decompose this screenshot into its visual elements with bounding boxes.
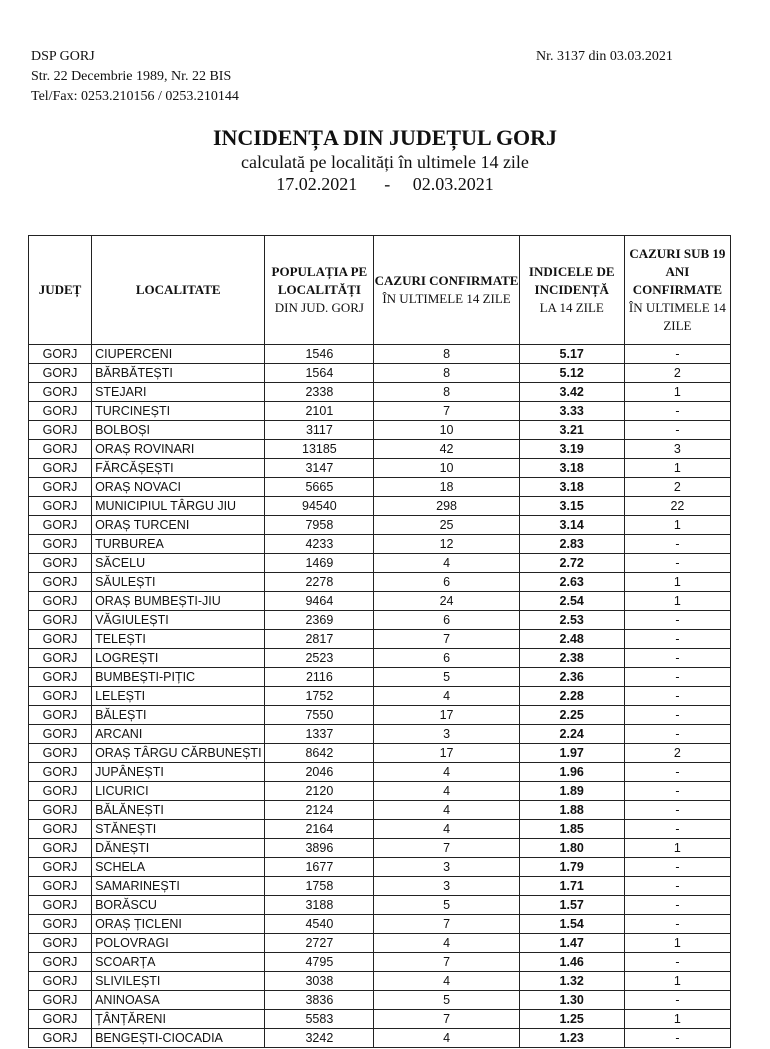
- table-row: [29, 364, 731, 383]
- cell-localitate: BENGEȘTI-CIOCADIA: [92, 1029, 265, 1048]
- cell-cazuri: 4: [374, 1029, 519, 1048]
- table-row: [29, 877, 731, 896]
- cell-populatie: 5583: [265, 1010, 374, 1029]
- table-row: [29, 820, 731, 839]
- cell-sub19: 3: [624, 440, 730, 459]
- table-row: [29, 478, 731, 497]
- cell-localitate: ORAȘ NOVACI: [92, 478, 265, 497]
- cell-populatie: 5665: [265, 478, 374, 497]
- table-row: [29, 915, 731, 934]
- header-cazuri-bold: CAZURI CONFIRMATE: [374, 273, 519, 288]
- table-row: [29, 345, 731, 364]
- header-sub19: [624, 236, 730, 345]
- cell-localitate: STEJARI: [92, 383, 265, 402]
- cell-incidenta: 1.89: [519, 782, 624, 801]
- cell-localitate: LELEȘTI: [92, 687, 265, 706]
- cell-localitate: BĂRBĂTEȘTI: [92, 364, 265, 383]
- cell-localitate: POLOVRAGI: [92, 934, 265, 953]
- header-cazuri-normal: ÎN ULTIMELE 14 ZILE: [382, 291, 511, 306]
- cell-cazuri: 25: [374, 516, 519, 535]
- table-row: [29, 535, 731, 554]
- cell-localitate: MUNICIPIUL TÂRGU JIU: [92, 497, 265, 516]
- cell-incidenta: 2.28: [519, 687, 624, 706]
- header-localitate: LOCALITATE: [92, 236, 265, 345]
- cell-localitate: BĂLĂNEȘTI: [92, 801, 265, 820]
- cell-incidenta: 2.83: [519, 535, 624, 554]
- table-row: [29, 497, 731, 516]
- cell-cazuri: 4: [374, 934, 519, 953]
- table-row: [29, 630, 731, 649]
- table-row: [29, 1010, 731, 1029]
- cell-incidenta: 5.12: [519, 364, 624, 383]
- cell-sub19: 1: [624, 592, 730, 611]
- cell-populatie: 4233: [265, 535, 374, 554]
- org-phone: Tel/Fax: 0253.210156 / 0253.210144: [31, 89, 239, 104]
- cell-localitate: ORAȘ ROVINARI: [92, 440, 265, 459]
- table-row: [29, 440, 731, 459]
- org-address: Str. 22 Decembrie 1989, Nr. 22 BIS: [31, 69, 232, 84]
- cell-incidenta: 1.25: [519, 1010, 624, 1029]
- cell-judet: GORJ: [29, 649, 92, 668]
- cell-judet: GORJ: [29, 383, 92, 402]
- cell-cazuri: 4: [374, 554, 519, 573]
- table-row: [29, 725, 731, 744]
- cell-incidenta: 1.23: [519, 1029, 624, 1048]
- cell-sub19: 1: [624, 839, 730, 858]
- cell-localitate: FĂRCĂȘEȘTI: [92, 459, 265, 478]
- cell-cazuri: 7: [374, 953, 519, 972]
- cell-incidenta: 1.57: [519, 896, 624, 915]
- table-row: [29, 953, 731, 972]
- cell-localitate: BUMBEȘTI-PIȚIC: [92, 668, 265, 687]
- cell-judet: GORJ: [29, 991, 92, 1010]
- cell-populatie: 3117: [265, 421, 374, 440]
- cell-localitate: ORAȘ TÂRGU CĂRBUNEȘTI: [92, 744, 265, 763]
- cell-populatie: 2278: [265, 573, 374, 592]
- cell-judet: GORJ: [29, 554, 92, 573]
- header-incidenta-normal: LA 14 ZILE: [539, 300, 604, 315]
- cell-localitate: TELEȘTI: [92, 630, 265, 649]
- cell-judet: GORJ: [29, 744, 92, 763]
- cell-localitate: BORĂSCU: [92, 896, 265, 915]
- cell-populatie: 1677: [265, 858, 374, 877]
- cell-sub19: -: [624, 915, 730, 934]
- cell-sub19: -: [624, 687, 730, 706]
- cell-sub19: 1: [624, 383, 730, 402]
- cell-populatie: 1564: [265, 364, 374, 383]
- cell-cazuri: 4: [374, 763, 519, 782]
- cell-judet: GORJ: [29, 440, 92, 459]
- cell-localitate: TURCINEȘTI: [92, 402, 265, 421]
- cell-judet: GORJ: [29, 402, 92, 421]
- cell-populatie: 2124: [265, 801, 374, 820]
- cell-populatie: 2523: [265, 649, 374, 668]
- table-row: [29, 1029, 731, 1048]
- cell-localitate: ORAȘ TURCENI: [92, 516, 265, 535]
- cell-incidenta: 3.19: [519, 440, 624, 459]
- cell-judet: GORJ: [29, 478, 92, 497]
- cell-cazuri: 3: [374, 725, 519, 744]
- cell-cazuri: 12: [374, 535, 519, 554]
- cell-judet: GORJ: [29, 668, 92, 687]
- cell-judet: GORJ: [29, 934, 92, 953]
- cell-localitate: ANINOASA: [92, 991, 265, 1010]
- cell-judet: GORJ: [29, 801, 92, 820]
- cell-localitate: ȚÂNȚĂRENI: [92, 1010, 265, 1029]
- cell-judet: GORJ: [29, 839, 92, 858]
- cell-incidenta: 3.42: [519, 383, 624, 402]
- table-row: [29, 972, 731, 991]
- table-row: [29, 611, 731, 630]
- cell-localitate: SĂCELU: [92, 554, 265, 573]
- cell-localitate: VĂGIULEȘTI: [92, 611, 265, 630]
- header-populatia-bold: POPULAȚIA PE LOCALITĂȚI: [271, 264, 368, 297]
- cell-localitate: BOLBOȘI: [92, 421, 265, 440]
- cell-cazuri: 298: [374, 497, 519, 516]
- cell-judet: GORJ: [29, 535, 92, 554]
- cell-sub19: 1: [624, 516, 730, 535]
- cell-cazuri: 10: [374, 459, 519, 478]
- cell-sub19: -: [624, 649, 730, 668]
- cell-cazuri: 7: [374, 402, 519, 421]
- org-name: DSP GORJ: [31, 49, 95, 64]
- cell-cazuri: 7: [374, 1010, 519, 1029]
- cell-judet: GORJ: [29, 687, 92, 706]
- cell-sub19: 1: [624, 972, 730, 991]
- cell-judet: GORJ: [29, 1010, 92, 1029]
- cell-judet: GORJ: [29, 763, 92, 782]
- cell-judet: GORJ: [29, 915, 92, 934]
- cell-cazuri: 42: [374, 440, 519, 459]
- document-number: Nr. 3137 din 03.03.2021: [536, 49, 673, 64]
- cell-localitate: JUPÂNEȘTI: [92, 763, 265, 782]
- cell-localitate: DĂNEȘTI: [92, 839, 265, 858]
- header-incidenta-bold: INDICELE DE INCIDENȚĂ: [528, 264, 615, 297]
- cell-incidenta: 1.30: [519, 991, 624, 1010]
- table-row: [29, 858, 731, 877]
- table-row: [29, 744, 731, 763]
- cell-cazuri: 5: [374, 668, 519, 687]
- cell-cazuri: 17: [374, 706, 519, 725]
- cell-populatie: 2046: [265, 763, 374, 782]
- table-row: [29, 896, 731, 915]
- cell-populatie: 2817: [265, 630, 374, 649]
- cell-incidenta: 5.17: [519, 345, 624, 364]
- cell-incidenta: 1.80: [519, 839, 624, 858]
- cell-incidenta: 1.46: [519, 953, 624, 972]
- cell-sub19: -: [624, 820, 730, 839]
- cell-sub19: 2: [624, 478, 730, 497]
- cell-cazuri: 17: [374, 744, 519, 763]
- cell-judet: GORJ: [29, 706, 92, 725]
- cell-incidenta: 2.72: [519, 554, 624, 573]
- cell-sub19: 2: [624, 744, 730, 763]
- table-row: [29, 554, 731, 573]
- cell-cazuri: 7: [374, 839, 519, 858]
- cell-incidenta: 1.79: [519, 858, 624, 877]
- table-row: [29, 763, 731, 782]
- cell-incidenta: 2.25: [519, 706, 624, 725]
- cell-populatie: 2338: [265, 383, 374, 402]
- table-row: [29, 782, 731, 801]
- cell-localitate: SĂULEȘTI: [92, 573, 265, 592]
- cell-populatie: 1752: [265, 687, 374, 706]
- cell-localitate: LOGREȘTI: [92, 649, 265, 668]
- cell-judet: GORJ: [29, 630, 92, 649]
- cell-cazuri: 4: [374, 820, 519, 839]
- cell-cazuri: 8: [374, 364, 519, 383]
- cell-cazuri: 8: [374, 383, 519, 402]
- cell-sub19: -: [624, 782, 730, 801]
- cell-judet: GORJ: [29, 611, 92, 630]
- cell-sub19: -: [624, 801, 730, 820]
- cell-incidenta: 1.88: [519, 801, 624, 820]
- cell-localitate: BĂLEȘTI: [92, 706, 265, 725]
- table-row: [29, 592, 731, 611]
- cell-judet: GORJ: [29, 896, 92, 915]
- cell-populatie: 3836: [265, 991, 374, 1010]
- cell-incidenta: 2.38: [519, 649, 624, 668]
- cell-populatie: 2369: [265, 611, 374, 630]
- cell-sub19: -: [624, 953, 730, 972]
- table-row: [29, 706, 731, 725]
- table-row: [29, 991, 731, 1010]
- cell-localitate: SCHELA: [92, 858, 265, 877]
- cell-incidenta: 3.18: [519, 478, 624, 497]
- cell-sub19: -: [624, 877, 730, 896]
- cell-populatie: 1546: [265, 345, 374, 364]
- cell-localitate: STĂNEȘTI: [92, 820, 265, 839]
- cell-sub19: -: [624, 535, 730, 554]
- cell-cazuri: 4: [374, 687, 519, 706]
- cell-sub19: -: [624, 668, 730, 687]
- table-row: [29, 801, 731, 820]
- cell-cazuri: 5: [374, 896, 519, 915]
- cell-judet: GORJ: [29, 1029, 92, 1048]
- cell-localitate: SCOARȚA: [92, 953, 265, 972]
- table-row: [29, 934, 731, 953]
- cell-cazuri: 4: [374, 972, 519, 991]
- cell-populatie: 7550: [265, 706, 374, 725]
- cell-populatie: 1469: [265, 554, 374, 573]
- cell-judet: GORJ: [29, 573, 92, 592]
- cell-cazuri: 18: [374, 478, 519, 497]
- table-row: [29, 687, 731, 706]
- cell-incidenta: 2.36: [519, 668, 624, 687]
- cell-populatie: 9464: [265, 592, 374, 611]
- cell-populatie: 1337: [265, 725, 374, 744]
- cell-populatie: 3188: [265, 896, 374, 915]
- cell-incidenta: 2.53: [519, 611, 624, 630]
- cell-cazuri: 5: [374, 991, 519, 1010]
- cell-cazuri: 8: [374, 345, 519, 364]
- cell-incidenta: 1.54: [519, 915, 624, 934]
- cell-sub19: -: [624, 421, 730, 440]
- cell-sub19: -: [624, 630, 730, 649]
- cell-cazuri: 24: [374, 592, 519, 611]
- cell-incidenta: 2.54: [519, 592, 624, 611]
- page-subtitle: calculată pe localități în ultimele 14 zile: [241, 152, 529, 172]
- cell-incidenta: 1.85: [519, 820, 624, 839]
- cell-cazuri: 7: [374, 915, 519, 934]
- cell-sub19: -: [624, 345, 730, 364]
- cell-judet: GORJ: [29, 725, 92, 744]
- cell-localitate: SLIVILEȘTI: [92, 972, 265, 991]
- cell-sub19: 1: [624, 459, 730, 478]
- cell-sub19: 1: [624, 934, 730, 953]
- header-sub19-normal: ÎN ULTIMELE 14 ZILE: [628, 300, 726, 333]
- cell-populatie: 13185: [265, 440, 374, 459]
- cell-localitate: ORAȘ BUMBEȘTI-JIU: [92, 592, 265, 611]
- cell-populatie: 3147: [265, 459, 374, 478]
- cell-incidenta: 3.15: [519, 497, 624, 516]
- cell-judet: GORJ: [29, 858, 92, 877]
- cell-populatie: 2116: [265, 668, 374, 687]
- header-populatia: [265, 236, 374, 345]
- cell-sub19: -: [624, 1029, 730, 1048]
- incidence-table: [28, 235, 731, 1048]
- cell-incidenta: 3.21: [519, 421, 624, 440]
- cell-cazuri: 6: [374, 573, 519, 592]
- cell-judet: GORJ: [29, 782, 92, 801]
- table-row: [29, 459, 731, 478]
- cell-populatie: 2120: [265, 782, 374, 801]
- cell-incidenta: 2.24: [519, 725, 624, 744]
- cell-cazuri: 3: [374, 877, 519, 896]
- cell-sub19: -: [624, 725, 730, 744]
- cell-incidenta: 1.32: [519, 972, 624, 991]
- table-header-row: [29, 236, 731, 345]
- cell-populatie: 4540: [265, 915, 374, 934]
- cell-judet: GORJ: [29, 972, 92, 991]
- page-title: INCIDENȚA DIN JUDEȚUL GORJ: [212, 125, 558, 150]
- cell-cazuri: 6: [374, 611, 519, 630]
- cell-incidenta: 1.97: [519, 744, 624, 763]
- header-judet: JUDEȚ: [29, 236, 92, 345]
- cell-localitate: CIUPERCENI: [92, 345, 265, 364]
- cell-incidenta: 3.18: [519, 459, 624, 478]
- header-cazuri: [374, 236, 519, 345]
- table-row: [29, 421, 731, 440]
- cell-judet: GORJ: [29, 516, 92, 535]
- cell-sub19: -: [624, 896, 730, 915]
- cell-judet: GORJ: [29, 820, 92, 839]
- cell-sub19: -: [624, 763, 730, 782]
- cell-populatie: 4795: [265, 953, 374, 972]
- cell-populatie: 94540: [265, 497, 374, 516]
- period-range: 17.02.2021 - 02.03.2021: [276, 174, 494, 194]
- cell-sub19: 22: [624, 497, 730, 516]
- cell-sub19: 1: [624, 1010, 730, 1029]
- header-incidenta: [519, 236, 624, 345]
- cell-localitate: ARCANI: [92, 725, 265, 744]
- cell-localitate: TURBUREA: [92, 535, 265, 554]
- table-row: [29, 383, 731, 402]
- cell-populatie: 2164: [265, 820, 374, 839]
- cell-incidenta: 3.14: [519, 516, 624, 535]
- table-row: [29, 839, 731, 858]
- cell-populatie: 2101: [265, 402, 374, 421]
- cell-populatie: 3242: [265, 1029, 374, 1048]
- cell-localitate: LICURICI: [92, 782, 265, 801]
- cell-sub19: 2: [624, 364, 730, 383]
- cell-cazuri: 4: [374, 801, 519, 820]
- cell-judet: GORJ: [29, 421, 92, 440]
- cell-cazuri: 6: [374, 649, 519, 668]
- sender-block: [31, 47, 239, 107]
- cell-incidenta: 1.47: [519, 934, 624, 953]
- cell-populatie: 3038: [265, 972, 374, 991]
- cell-populatie: 2727: [265, 934, 374, 953]
- cell-cazuri: 10: [374, 421, 519, 440]
- cell-incidenta: 1.71: [519, 877, 624, 896]
- cell-localitate: ORAȘ ȚICLENI: [92, 915, 265, 934]
- cell-incidenta: 1.96: [519, 763, 624, 782]
- cell-judet: GORJ: [29, 877, 92, 896]
- title-block: [0, 124, 770, 195]
- cell-populatie: 3896: [265, 839, 374, 858]
- cell-incidenta: 2.63: [519, 573, 624, 592]
- cell-sub19: -: [624, 858, 730, 877]
- cell-populatie: 7958: [265, 516, 374, 535]
- cell-incidenta: 3.33: [519, 402, 624, 421]
- cell-sub19: 1: [624, 573, 730, 592]
- cell-sub19: -: [624, 611, 730, 630]
- cell-cazuri: 4: [374, 782, 519, 801]
- cell-sub19: -: [624, 706, 730, 725]
- header-sub19-bold: CAZURI SUB 19 ANI CONFIRMATE: [629, 246, 726, 297]
- cell-cazuri: 3: [374, 858, 519, 877]
- cell-incidenta: 2.48: [519, 630, 624, 649]
- table-row: [29, 649, 731, 668]
- cell-cazuri: 7: [374, 630, 519, 649]
- cell-localitate: SAMARINEȘTI: [92, 877, 265, 896]
- table-row: [29, 668, 731, 687]
- cell-judet: GORJ: [29, 497, 92, 516]
- header-populatia-normal: DIN JUD. GORJ: [274, 300, 364, 315]
- cell-sub19: -: [624, 554, 730, 573]
- cell-judet: GORJ: [29, 459, 92, 478]
- table-row: [29, 516, 731, 535]
- table-row: [29, 573, 731, 592]
- cell-judet: GORJ: [29, 592, 92, 611]
- cell-sub19: -: [624, 402, 730, 421]
- cell-judet: GORJ: [29, 345, 92, 364]
- cell-judet: GORJ: [29, 953, 92, 972]
- table-row: [29, 402, 731, 421]
- cell-sub19: -: [624, 991, 730, 1010]
- cell-populatie: 8642: [265, 744, 374, 763]
- cell-populatie: 1758: [265, 877, 374, 896]
- cell-judet: GORJ: [29, 364, 92, 383]
